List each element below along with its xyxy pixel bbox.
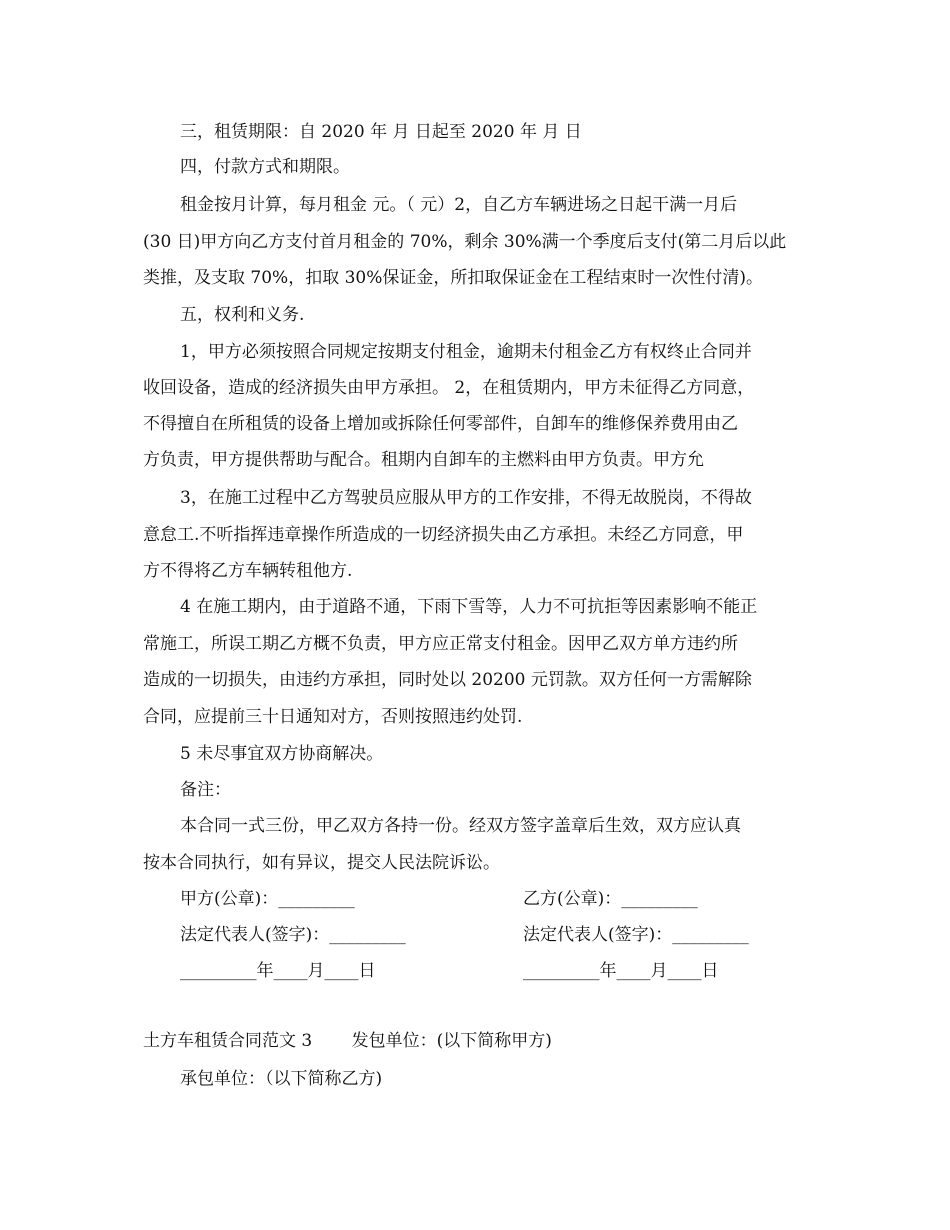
paragraph-line: 本合同一式三份，甲乙双方各持一份。经双方签字盖章后生效，双方应认真 — [180, 816, 741, 836]
paragraph-line: 收回设备，造成的经济损失由甲方承担。 2，在租赁期内，甲方未征得乙方同意， — [143, 378, 755, 398]
paragraph-line: 方不得将乙方车辆转租他方. — [143, 561, 353, 581]
paragraph-line: 5 未尽事宜双方协商解决。 — [180, 744, 384, 764]
party-a-date: _________年____月____日 — [180, 961, 376, 981]
paragraph-line: 类推，及支取 70%，扣取 30%保证金，所扣取保证金在工程结束时一次性付清)。 — [143, 268, 764, 288]
paragraph-line: 1，甲方必须按照合同规定按期支付租金，逾期未付租金乙方有权终止合同并 — [180, 342, 752, 362]
contractor-line: 承包单位：（以下简称乙方) — [180, 1069, 383, 1089]
paragraph-line: 造成的一切损失，由违约方承担，同时处以 20200 元罚款。双方任何一方需解除 — [143, 670, 752, 690]
paragraph-line: 方负责，甲方提供帮助与配合。租期内自卸车的主燃料由甲方负责。甲方允 — [143, 450, 704, 470]
party-a-seal: 甲方(公章)：_________ — [180, 889, 355, 909]
paragraph-line: 按本合同执行，如有异议，提交人民法院诉讼。 — [143, 853, 500, 873]
paragraph-line: 合同，应提前三十日通知对方，否则按照违约处罚. — [143, 707, 523, 727]
term-line: 三，租赁期限：自 2020 年 月 日起至 2020 年 月 日 — [180, 122, 582, 142]
paragraph-line: 意怠工.不听指挥违章操作所造成的一切经济损失由乙方承担。未经乙方同意，甲 — [143, 525, 744, 545]
paragraph-line: 3，在施工过程中乙方驾驶员应服从甲方的工作安排，不得无故脱岗，不得故 — [180, 488, 752, 508]
remarks-heading: 备注： — [180, 780, 231, 800]
next-contract-title: 土方车租赁合同范文 3 发包单位：(以下简称甲方) — [143, 1031, 552, 1051]
party-a-representative: 法定代表人(签字)：_________ — [180, 925, 406, 945]
party-b-representative: 法定代表人(签字)：_________ — [523, 925, 749, 945]
paragraph-line: (30 日)甲方向乙方支付首月租金的 70%，剩余 30%满一个季度后支付(第二月后以此 — [143, 232, 787, 252]
payment-heading: 四，付款方式和期限。 — [180, 157, 350, 177]
party-b-date: _________年____月____日 — [523, 961, 719, 981]
paragraph-line: 租金按月计算，每月租金 元。（ 元）2，自乙方车辆进场之日起干满一月后 — [180, 195, 738, 215]
paragraph-line: 4 在施工期内，由于道路不通，下雨下雪等，人力不可抗拒等因素影响不能正 — [180, 597, 758, 617]
paragraph-line: 常施工，所误工期乙方概不负责，甲方应正常支付租金。因甲乙双方单方违约所 — [143, 634, 738, 654]
paragraph-line: 不得擅自在所租赁的设备上增加或拆除任何零部件，自卸车的维修保养费用由乙 — [143, 414, 738, 434]
rights-heading: 五，权利和义务. — [180, 305, 305, 325]
party-b-seal: 乙方(公章)：_________ — [523, 889, 698, 909]
